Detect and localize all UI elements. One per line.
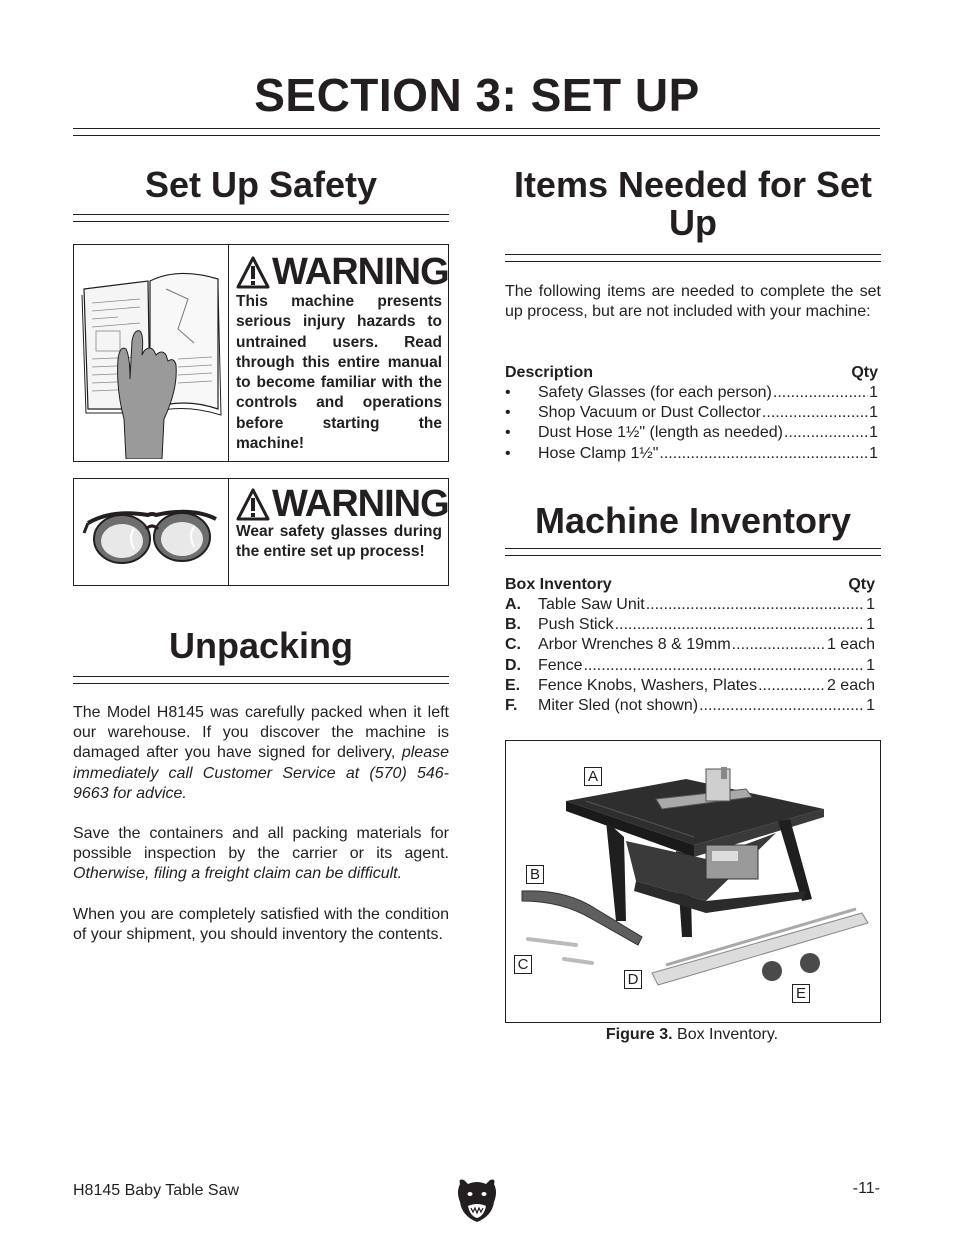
inventory-list-item-label: Fence [538, 656, 583, 674]
machine-inventory-heading: Machine Inventory [534, 500, 852, 541]
figure-caption: Figure 3. Box Inventory. [605, 1026, 779, 1043]
inventory-list-item [505, 676, 875, 696]
inventory-list-item-marker: A. [505, 596, 521, 613]
table-saw-inventory-photo [506, 741, 880, 1022]
section-title: SECTION 3: SET UP [254, 69, 700, 121]
inventory-list-item-marker: B. [505, 616, 521, 634]
inventory-list-item [505, 696, 875, 716]
items-needed-list [505, 363, 878, 464]
inventory-list-item-marker: F. [505, 697, 518, 715]
safety-glasses-icon [82, 489, 222, 575]
warning-text-2: Wear safety glasses during the entire set up process! [236, 523, 442, 561]
dot-leader [699, 696, 865, 716]
figure-label-b: B [526, 865, 544, 884]
inventory-list [505, 575, 875, 716]
unpacking-heading: Unpacking [168, 625, 354, 666]
inventory-list-item-marker: C. [505, 636, 521, 654]
dot-leader [583, 656, 865, 676]
warning-box-glasses [73, 478, 449, 586]
inventory-list-item-label: Miter Sled (not shown) [538, 697, 699, 715]
warning-triangle-icon [236, 488, 270, 522]
dot-leader [773, 383, 868, 403]
inventory-list-item [505, 615, 875, 635]
warning-title-1: WARNING [236, 251, 449, 294]
items-list-item-qty: 1 [869, 404, 878, 422]
items-list-item-qty: 1 [869, 384, 878, 401]
figure-label-c: C [514, 955, 532, 974]
dot-leader [615, 615, 866, 635]
inventory-list-item-qty: 1 [866, 596, 875, 613]
items-list-item [505, 444, 878, 464]
items-list-item-label: Dust Hose 1½" (length as needed) [538, 424, 783, 442]
dot-leader [659, 444, 868, 464]
grizzly-bear-logo-icon [456, 1178, 498, 1224]
warning-box-manual [73, 244, 449, 462]
items-list-item-label: Shop Vacuum or Dust Collector [538, 404, 761, 422]
dot-leader [758, 676, 826, 696]
items-list-item [505, 403, 878, 423]
figure-label-a: A [584, 767, 602, 786]
items-list-item-marker: • [505, 384, 511, 401]
inventory-list-item-qty: 1 each [826, 636, 875, 654]
inventory-list-header: Box Inventory Qty [505, 576, 875, 593]
inventory-list-item-qty: 2 each [826, 676, 875, 694]
title-rule [73, 128, 880, 136]
figure-label-e: E [792, 984, 810, 1003]
items-list-item-marker: • [505, 424, 511, 442]
inventory-list-item-marker: D. [505, 656, 521, 674]
unpacking-paragraph-3: When you are completely satisfied with the condition of your shipment, you should inventory the contents. [73, 906, 449, 944]
dot-leader [732, 635, 826, 655]
machine-inventory-rule [505, 548, 881, 556]
unpacking-rule [73, 676, 449, 684]
items-list-item-qty: 1 [869, 444, 878, 462]
inventory-list-item [505, 635, 875, 655]
inventory-list-item [505, 656, 875, 676]
items-list-item-qty: 1 [869, 424, 878, 442]
manual-reading-hand-icon [78, 259, 224, 459]
warning-text-1: This machine presents serious injury hazards to untrained users. Read through this entire manual to become familiar with the controls and operations before starting the machine! [236, 293, 442, 453]
unpacking-paragraph-2: Save the containers and all packing materials for possible inspection by the carrier or its agent. Otherwise, filing a freight claim can be difficult. [73, 825, 449, 883]
figure-label-d: D [624, 970, 642, 989]
inventory-list-item-label: Arbor Wrenches 8 & 19mm [538, 636, 731, 654]
inventory-list-item-label: Fence Knobs, Washers, Plates [538, 676, 758, 694]
items-list-header: Description Qty [505, 364, 878, 381]
dot-leader [646, 595, 865, 615]
warning-triangle-icon [236, 256, 270, 290]
items-intro: The following items are needed to complete the set up process, but are not included with your machine: [505, 283, 881, 321]
setup-safety-rule [73, 214, 449, 222]
box-inventory-figure [505, 740, 881, 1023]
items-list-item-label: Hose Clamp 1½" [538, 444, 659, 462]
inventory-list-item-marker: E. [505, 676, 521, 694]
items-list-item [505, 423, 878, 443]
unpacking-paragraph-1: The Model H8145 was carefully packed when it left our warehouse. If you discover the machine is damaged after you have signed for delivery, please immediately call Customer Service at (570) 546-9663 for advice. [73, 704, 449, 802]
items-needed-rule [505, 254, 881, 262]
inventory-list-item-label: Push Stick [538, 616, 614, 634]
inventory-list-item-label: Table Saw Unit [538, 596, 645, 613]
inventory-list-item-qty: 1 [866, 697, 875, 715]
inventory-list-item [505, 595, 875, 615]
inventory-list-item-qty: 1 [866, 616, 875, 634]
items-needed-heading: Items Needed for Set Up [513, 164, 873, 243]
footer-model: H8145 Baby Table Saw [73, 1182, 240, 1199]
inventory-list-item-qty: 1 [866, 656, 875, 674]
dot-leader [762, 403, 868, 423]
items-list-item [505, 383, 878, 403]
dot-leader [784, 423, 868, 443]
setup-safety-heading: Set Up Safety [144, 164, 378, 205]
items-list-item-marker: • [505, 444, 511, 462]
items-list-item-label: Safety Glasses (for each person) [538, 384, 772, 401]
page-number: -11- [852, 1180, 880, 1197]
warning-title-2: WARNING [236, 483, 449, 526]
items-list-item-marker: • [505, 404, 511, 422]
